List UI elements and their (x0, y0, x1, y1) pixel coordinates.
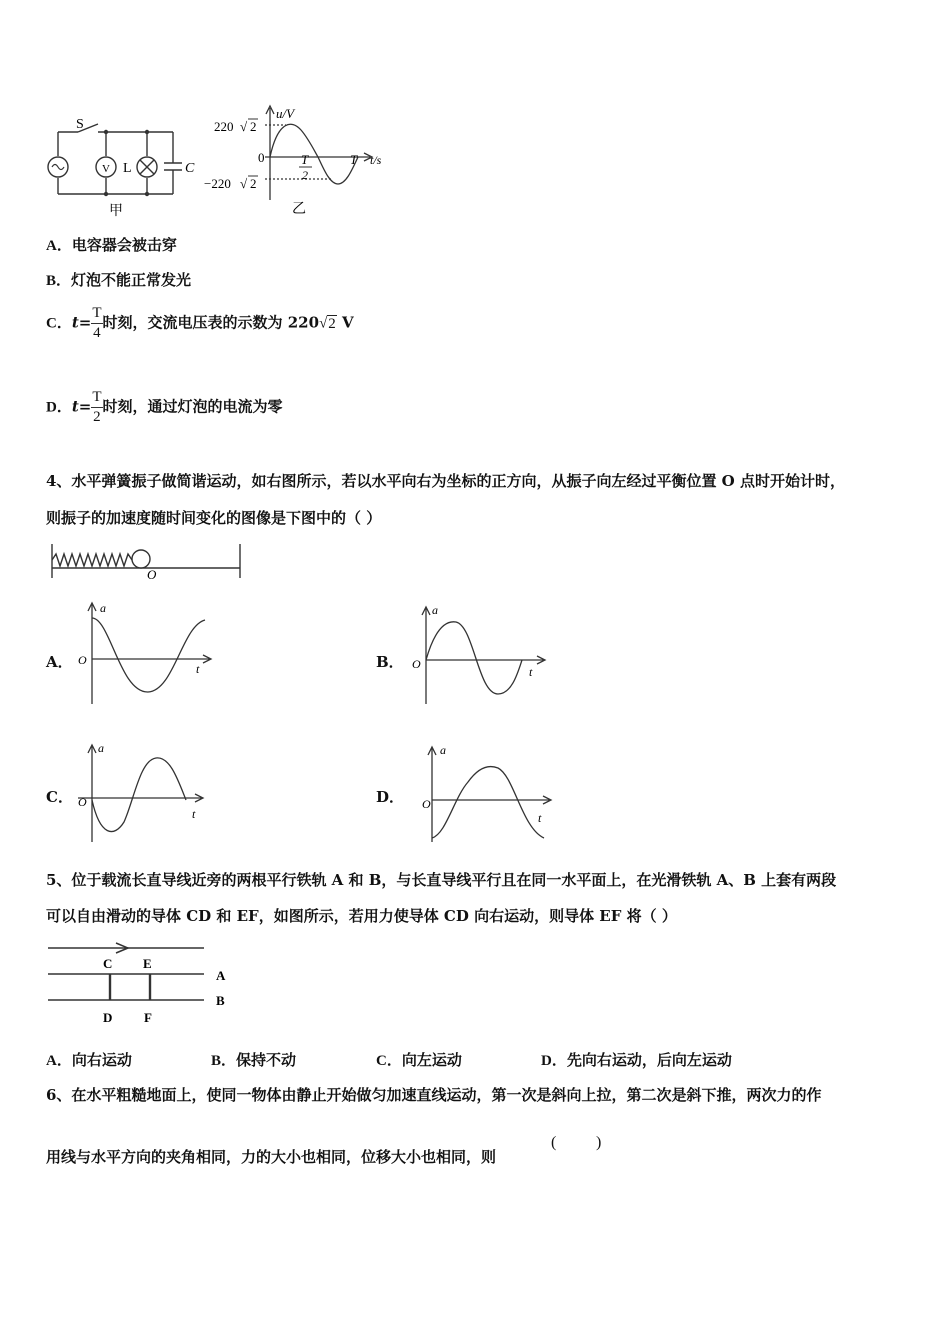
label-f: F (144, 1010, 152, 1025)
svg-text:√: √ (240, 119, 248, 134)
graph-bottom-sqrt-arg: 2 (250, 176, 257, 191)
axis-a-label: a (440, 743, 446, 757)
label-d: D (103, 1010, 113, 1025)
spring-coil (52, 554, 132, 566)
axis-origin-label: O (422, 797, 431, 811)
graph-bottom-value: −220 (204, 176, 231, 191)
axis-a-label: a (98, 741, 104, 755)
graph-y-axis-label: u/V (276, 106, 295, 121)
axis-origin-label: O (78, 795, 87, 809)
q4-option-d-graph (410, 742, 560, 846)
q4-stem-line1: 4、水平弹簧振子做简谐运动，如右图所示，若以水平向右为坐标的正方向，从振子向左经过平衡位置 O 点时开始计时， (46, 472, 845, 490)
axis-origin-label: O (412, 657, 421, 671)
axis-a-label: a (432, 603, 438, 617)
q6-answer-blank-close: ) (596, 1134, 602, 1151)
q5-stem-line1: 5、位于载流长直导线近旁的两根平行铁轨 A 和 B，与长直导线平行且在同一水平面上，在光滑铁轨 A、B 上套有两段 (46, 871, 837, 889)
circuit-caption: 甲 (109, 204, 123, 219)
waveform-caption: 乙 (292, 202, 306, 217)
sqrt-symbol: √2 (319, 315, 336, 332)
equilibrium-point-label: O (147, 567, 157, 582)
q3-option-a: A．电容器会被击穿 (46, 236, 177, 254)
q5-option-c: C．向左运动 (376, 1051, 462, 1069)
fraction-t-over-4: $\frac{T}{4}$ (92, 305, 102, 341)
graph-origin: 0 (258, 150, 265, 165)
voltage-waveform-yi (200, 100, 400, 218)
label-b: B (216, 993, 225, 1008)
lamp-label: L (123, 161, 132, 176)
q6-stem-line2: 用线与水平方向的夹角相同，力的大小也相同，位移大小也相同，则 (46, 1148, 497, 1166)
oscillator-ball (132, 550, 150, 568)
capacitor-label: C (185, 161, 195, 176)
graph-half-period-num: T (301, 152, 309, 167)
q4-option-c-graph (72, 740, 212, 846)
q5-option-a: A．向右运动 (46, 1051, 132, 1069)
q4-option-b-letter: B． (376, 653, 404, 671)
q4-option-d-letter: D． (376, 788, 405, 806)
rails-figure (44, 938, 240, 1028)
graph-period-label: T (350, 152, 358, 167)
graph-top-value: 220 (214, 119, 234, 134)
axis-t-label: t (538, 811, 542, 825)
q4-option-c-letter: C． (46, 788, 73, 806)
axis-origin-label: O (78, 653, 87, 667)
q4-option-a-graph (70, 598, 220, 708)
axis-t-label: t (196, 662, 200, 676)
graph-x-axis-label: t/s (370, 153, 382, 167)
q5-stem-line2: 可以自由滑动的导体 CD 和 EF，如图所示，若用力使导体 CD 向右运动，则导体 EF 将（ ） (46, 907, 677, 925)
label-a: A (216, 968, 226, 983)
q4-option-a-letter: A． (46, 653, 73, 671)
spring-oscillator-figure (44, 540, 248, 582)
fraction-t-over-2: $\frac{T}{2}$ (92, 389, 102, 425)
voltage-sine-curve (270, 124, 358, 184)
voltmeter-label: V (102, 163, 110, 175)
axis-t-label: t (529, 665, 533, 679)
q5-option-d: D．先向右运动，后向左运动 (541, 1051, 732, 1069)
graph-top-sqrt-arg: 2 (250, 119, 257, 134)
circuit-diagram-jia (40, 112, 200, 220)
axis-t-label: t (192, 807, 196, 821)
q6-stem-line1: 6、在水平粗糙地面上，使同一物体由静止开始做匀加速直线运动，第一次是斜向上拉，第二次是斜下推，两次力的作 (46, 1086, 822, 1104)
label-e: E (143, 956, 152, 971)
q3-option-b: B．灯泡不能正常发光 (46, 271, 192, 289)
q3-option-d: D．t= $\frac{T}{2}$ 时刻，通过灯泡的电流为零 (46, 389, 283, 425)
q6-answer-blank-open: ( (551, 1134, 557, 1151)
q3-option-c: C．t= $\frac{T}{4}$ 时刻，交流电压表的示数为 220√2 V (46, 305, 354, 341)
graph-half-period-den: 2 (302, 168, 308, 182)
axis-a-label: a (100, 601, 106, 615)
label-c: C (103, 956, 113, 971)
q5-option-b: B．保持不动 (211, 1051, 297, 1069)
switch-label: S (76, 117, 84, 132)
q4-stem-line2: 则振子的加速度随时间变化的图像是下图中的（ ） (46, 509, 382, 527)
svg-text:√: √ (240, 176, 248, 191)
q4-option-b-graph (404, 602, 554, 708)
